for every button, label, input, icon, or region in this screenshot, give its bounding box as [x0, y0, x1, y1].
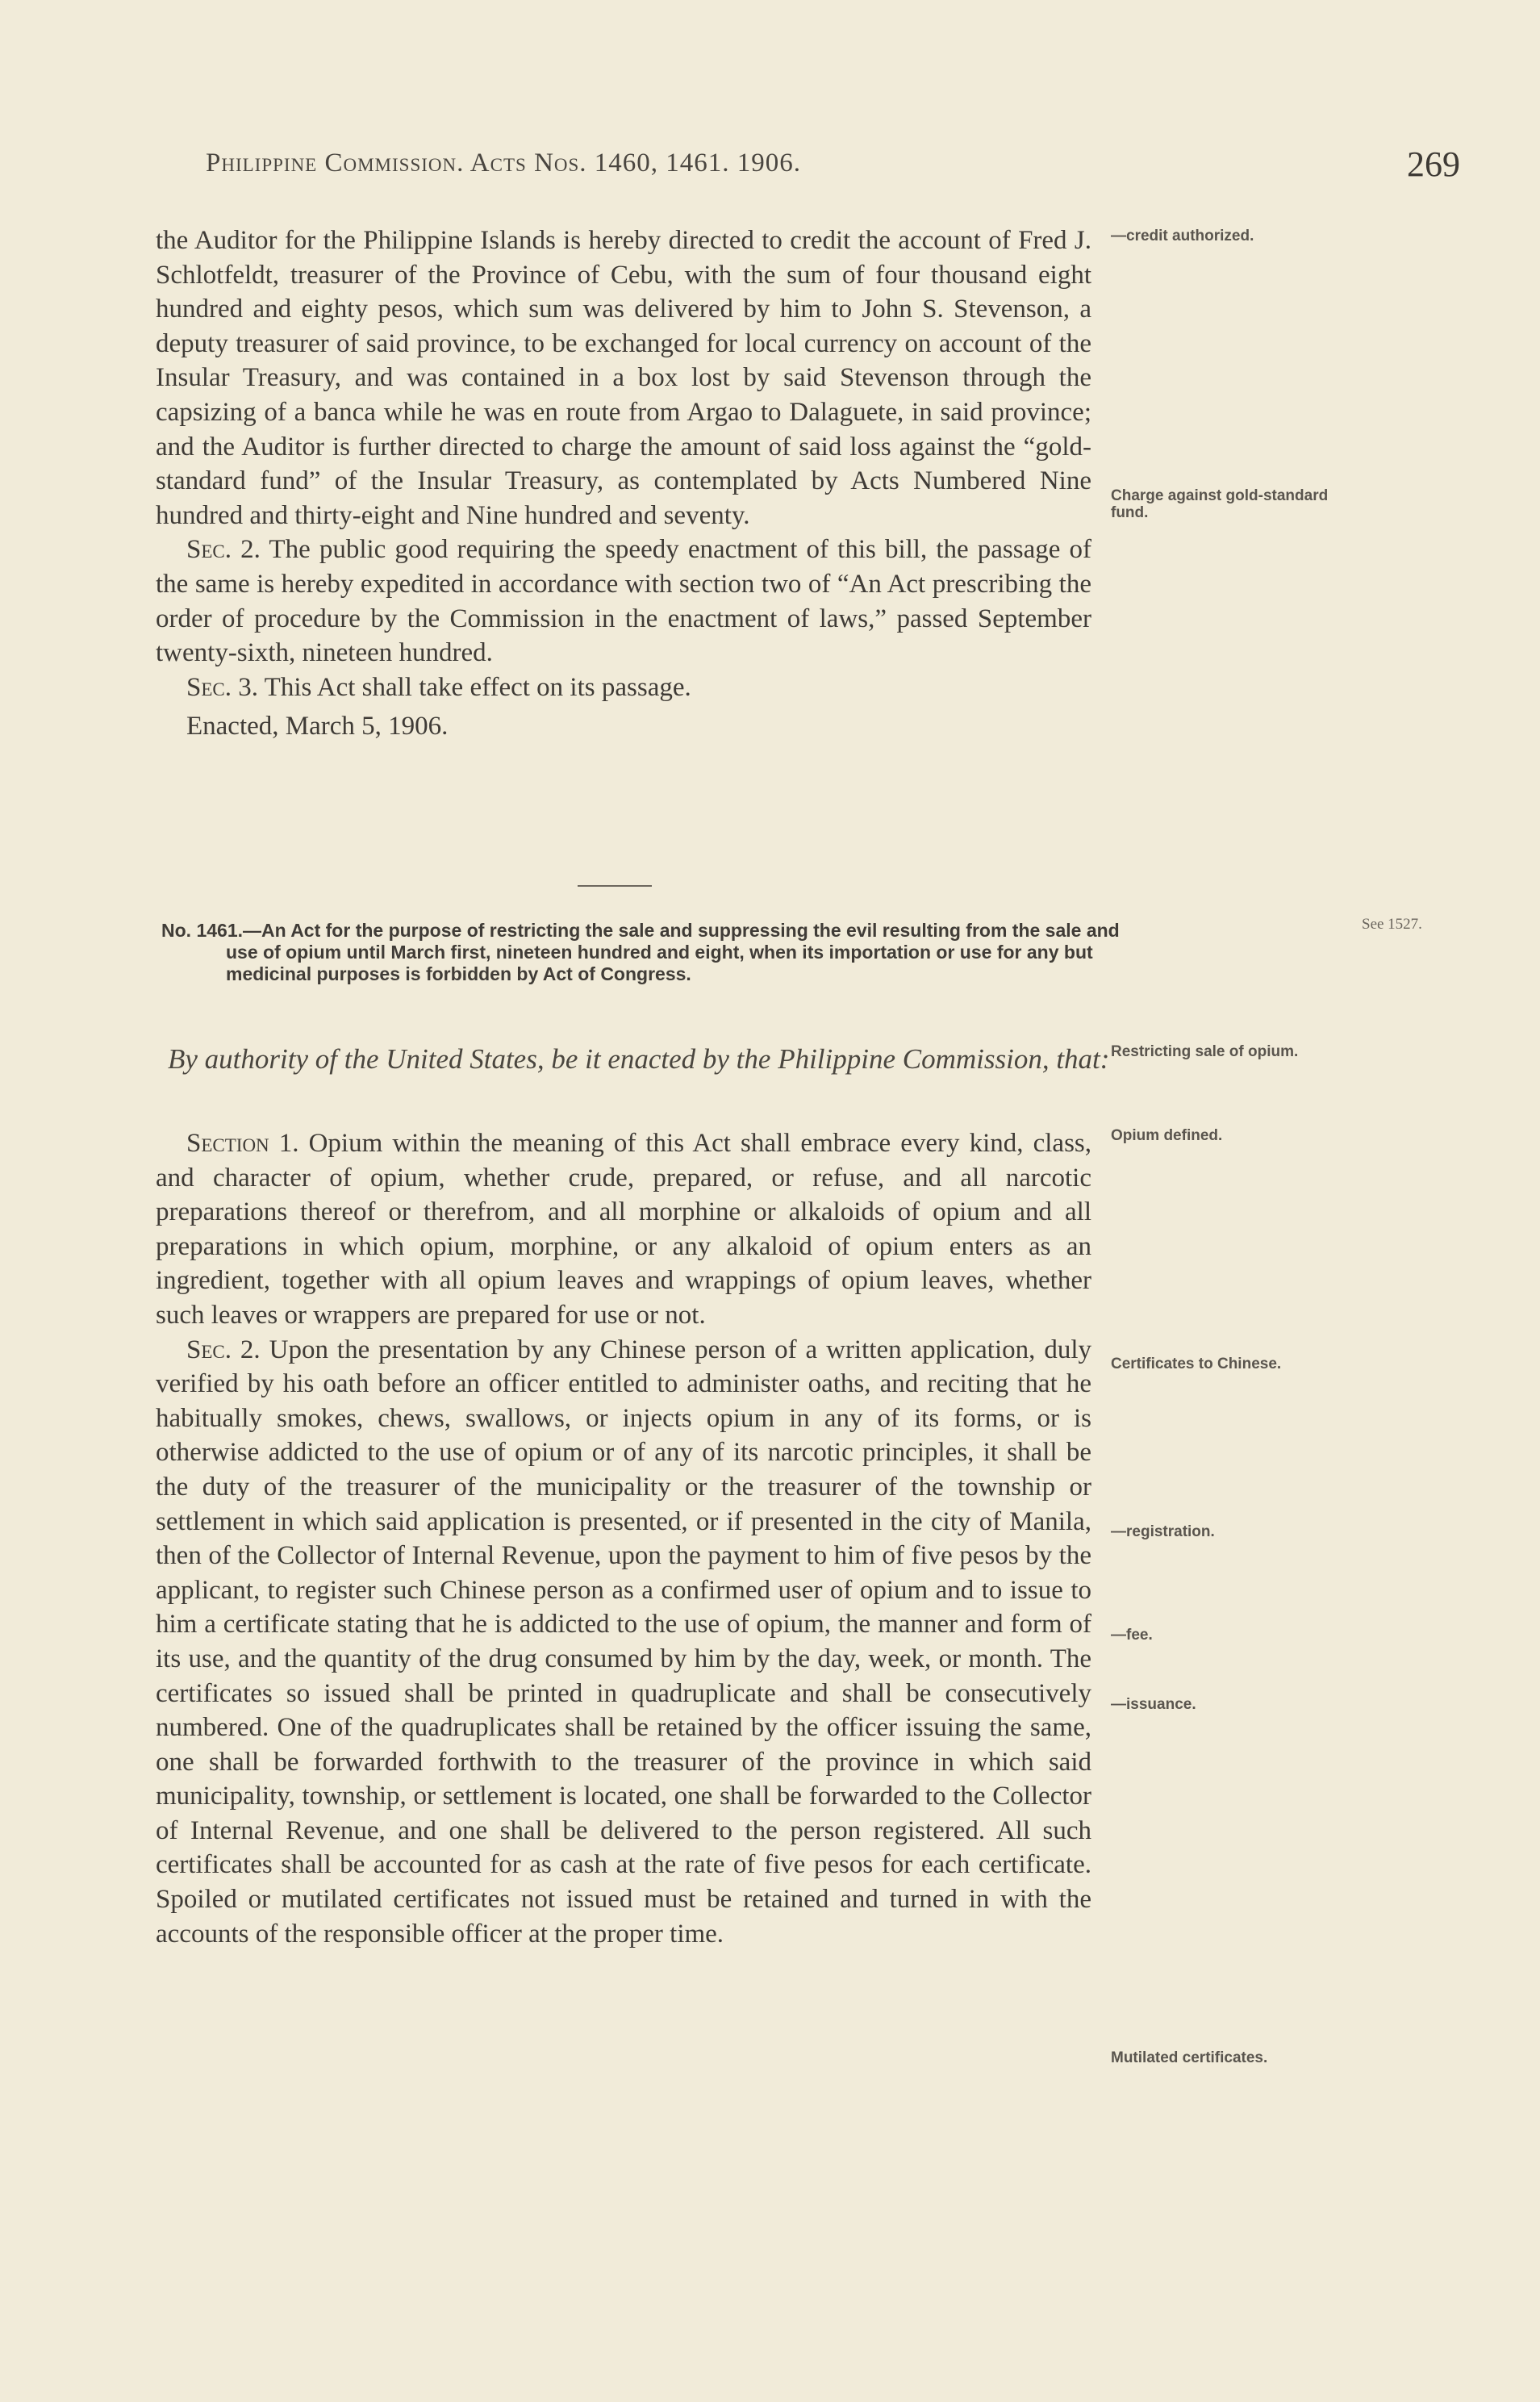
- margin-note-mutilated-certificates: Mutilated certificates.: [1111, 2049, 1268, 2066]
- act-1460-paragraph-1: the Auditor for the Philippine Islands is hereby directed to credit the account of Fred J. Schlotfeldt, treasurer of the Province of Cebu, with the sum of four thousand eight hundred and eighty pesos, which sum was delivered by him to John S. Stevenson, a deputy treasurer of said province, to be exchanged for local currency on account of the Insular Treasury, and was contained in a box lost by said Stevenson through the capsizing of a banca while he was en route from Argao to Dalaguete, in said province; and the Auditor is further directed to charge the amount of said loss against the “gold-standard fund” of the Insular Treasury, as contemplated by Acts Numbered Nine hundred and thirty-eight and Nine hundred and seventy.: [156, 226, 1091, 530]
- section-text: This Act shall take effect on its passage.: [264, 672, 691, 702]
- act-1460-section-3: [156, 670, 1091, 705]
- margin-note-issuance: —issuance.: [1111, 1696, 1196, 1713]
- see-reference-note: See 1527.: [1362, 916, 1422, 933]
- section-label: Section 1.: [186, 1129, 299, 1158]
- margin-note-certificates-chinese: Certificates to Chinese.: [1111, 1356, 1282, 1372]
- enacted-date: Enacted, March 5, 1906.: [186, 712, 449, 741]
- enacting-clause: By authority of the United States, be it enacted by the Philippine Commission, that:: [168, 1043, 1110, 1075]
- margin-note-charge-gold-standard: Charge against gold-standard fund.: [1111, 487, 1329, 521]
- act-divider: [578, 885, 652, 887]
- act-1461-section-1: [156, 1126, 1091, 1333]
- section-label: Sec. 2.: [186, 1335, 261, 1364]
- margin-note-fee: —fee.: [1111, 1627, 1153, 1644]
- act-1461-body: [156, 1126, 1091, 1951]
- running-title: Philippine Commission. Acts Nos. 1460, 1461. 1906.: [206, 148, 802, 178]
- act-1460-body: [156, 223, 1091, 744]
- margin-note-restricting-sale: Restricting sale of opium.: [1111, 1043, 1299, 1060]
- section-label: Sec. 3.: [186, 672, 258, 702]
- section-label: Sec. 2.: [186, 535, 261, 565]
- margin-note-opium-defined: Opium defined.: [1111, 1127, 1223, 1144]
- section-text: Upon the presentation by any Chinese person of a written application, duly verified by his oath before an officer entitled to administer oaths, and reciting that he habitually smokes, chews, swallows, or injects opium in any of its forms, or is otherwise addicted to the use of opium or of any of its narcotic principles, it shall be the duty of the treasurer of the municipality or the treasurer of the township or settlement in which said application is presented, or if presented in the city of Manila, then of the Collector of Internal Revenue, upon the payment to him of five pesos by the applicant, to register such Chinese person as a confirmed user of opium and to issue to him a certificate stating that he is addicted to the use of opium, the manner and form of its use, and the quantity of the drug consumed by him by the day, week, or month. The certificates so issued shall be printed in quadruplicate and shall be consecutively numbered. One of the quadruplicates shall be retained by the officer issuing the same, one shall be forwarded forthwith to the treasurer of the province in which said municipality, township, or settlement is located, one shall be forwarded to the Collector of Internal Revenue, and one shall be delivered to the person registered. All such certificates shall be accounted for as cash at the rate of five pesos for each certificate. Spoiled or mutilated certificates not issued must be retained and turned in with the accounts of the responsible officer at the proper time.: [156, 1335, 1092, 1949]
- page-header: [206, 144, 1460, 186]
- section-text: The public good requiring the speedy enactment of this bill, the passage of the same is hereby expedited in accordance with section two of “An Act prescribing the order of procedure by the Commission in the enactment of laws,” passed September twenty-sixth, nineteen hundred.: [156, 535, 1092, 668]
- margin-note-registration: —registration.: [1111, 1523, 1215, 1540]
- page-number: 269: [1407, 144, 1460, 184]
- act-1461-section-2: [156, 1333, 1091, 1952]
- section-text: Opium within the meaning of this Act shall embrace every kind, class, and character of opium, whether crude, prepared, or refuse, and all narcotic preparations thereof or therefrom, and all morphine or alkaloids of opium and all preparations in which opium, morphine, or any alkaloid of opium enters as an ingredient, together with all opium leaves and wrappings of opium leaves, whether such leaves or wrappers are prepared for use or not.: [156, 1129, 1092, 1330]
- act-1461-heading: No. 1461.—An Act for the purpose of restricting the sale and suppressing the evil resulting from the sale and use of opium until March first, nineteen hundred and eight, when its importation or use for any but medicinal purposes is forbidden by Act of Congress.: [161, 920, 1120, 984]
- margin-note-credit-authorized: —credit authorized.: [1111, 228, 1254, 244]
- act-1460-section-2: [156, 533, 1091, 670]
